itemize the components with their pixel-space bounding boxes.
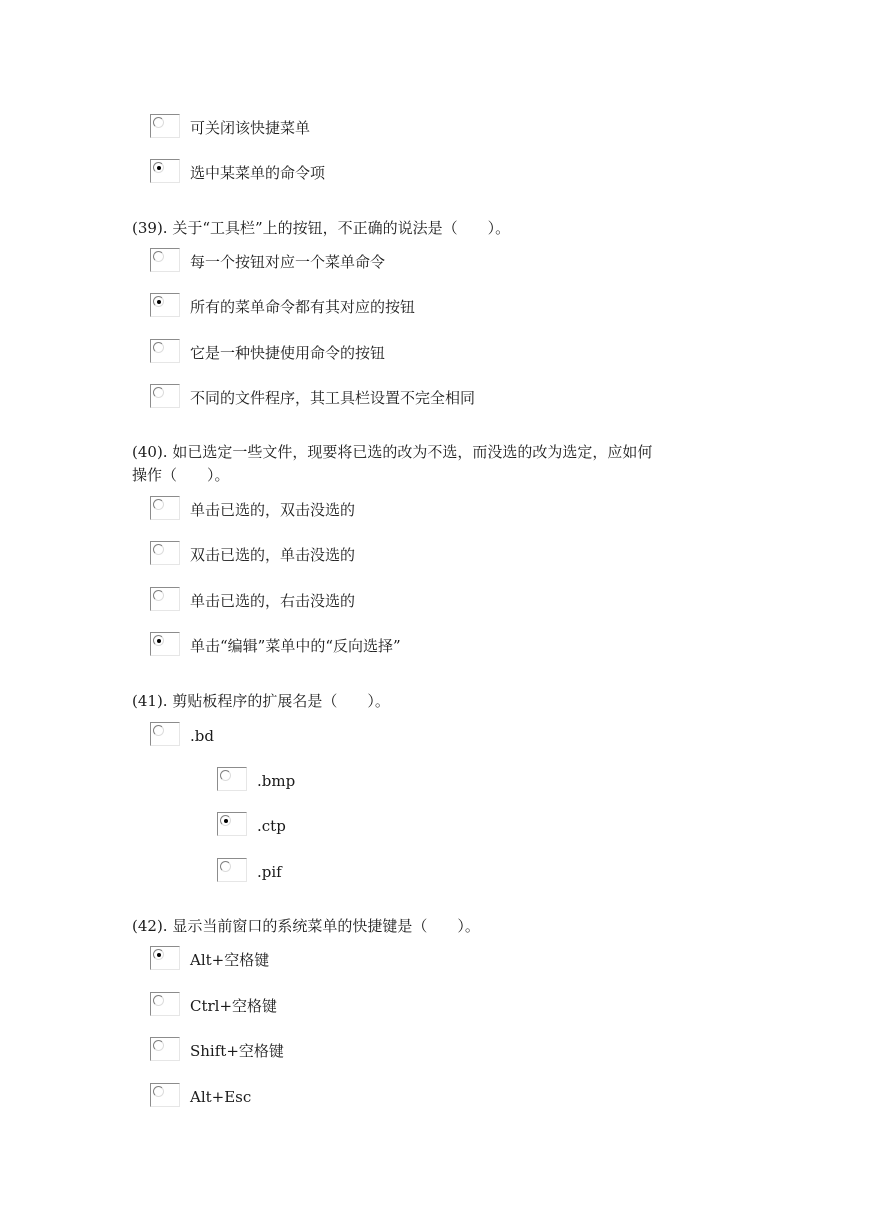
radio-frame (150, 632, 180, 656)
radio-frame (150, 384, 180, 408)
radio-button[interactable] (153, 635, 164, 646)
option-label: 它是一种快捷使用命令的按钮 (190, 344, 386, 362)
radio-frame (150, 587, 180, 611)
radio-button[interactable] (153, 387, 164, 398)
option-label: Ctrl+空格键 (190, 997, 278, 1015)
option-label: .ctp (257, 817, 286, 835)
radio-frame (150, 1083, 180, 1107)
radio-button[interactable] (153, 995, 164, 1006)
radio-button[interactable] (153, 117, 164, 128)
question-41-text: (41). 剪贴板程序的扩展名是（ ）。 (132, 692, 390, 710)
question-42-text: (42). 显示当前窗口的系统菜单的快捷键是（ ）。 (132, 917, 480, 935)
radio-frame (217, 858, 247, 882)
radio-frame (150, 293, 180, 317)
option-label: 双击已选的，单击没选的 (190, 546, 356, 564)
radio-button[interactable] (220, 770, 231, 781)
radio-button[interactable] (153, 590, 164, 601)
option-label: .bd (190, 727, 214, 745)
radio-frame (217, 767, 247, 791)
question-40-text-line2: 操作（ ）。 (132, 466, 230, 484)
radio-frame (150, 992, 180, 1016)
radio-button[interactable] (153, 251, 164, 262)
radio-button[interactable] (153, 499, 164, 510)
radio-button[interactable] (153, 544, 164, 555)
radio-button[interactable] (153, 162, 164, 173)
radio-button[interactable] (153, 725, 164, 736)
radio-frame (150, 722, 180, 746)
radio-frame (150, 339, 180, 363)
radio-button[interactable] (220, 815, 231, 826)
radio-frame (150, 159, 180, 183)
radio-button[interactable] (153, 949, 164, 960)
radio-button[interactable] (220, 861, 231, 872)
radio-frame (150, 541, 180, 565)
radio-frame (150, 946, 180, 970)
radio-frame (150, 496, 180, 520)
radio-frame (150, 1037, 180, 1061)
radio-frame (150, 114, 180, 138)
question-39-text: (39). 关于“工具栏”上的按钮，不正确的说法是（ ）。 (132, 219, 511, 237)
radio-frame (150, 248, 180, 272)
option-label: Alt+Esc (190, 1088, 252, 1106)
option-label: 可关闭该快捷菜单 (190, 119, 311, 137)
option-label: 所有的菜单命令都有其对应的按钮 (190, 298, 416, 316)
option-label: Shift+空格键 (190, 1042, 284, 1060)
radio-button[interactable] (153, 1086, 164, 1097)
option-label: 单击“编辑”菜单中的“反向选择” (190, 637, 401, 655)
option-label: .bmp (257, 772, 296, 790)
radio-button[interactable] (153, 342, 164, 353)
option-label: 单击已选的，双击没选的 (190, 501, 356, 519)
option-label: 单击已选的，右击没选的 (190, 592, 356, 610)
option-label: 选中某菜单的命令项 (190, 164, 326, 182)
option-label: Alt+空格键 (190, 951, 270, 969)
option-label: 不同的文件程序，其工具栏设置不完全相同 (190, 389, 476, 407)
option-label: 每一个按钮对应一个菜单命令 (190, 253, 386, 271)
radio-frame (217, 812, 247, 836)
radio-button[interactable] (153, 1040, 164, 1051)
option-label: .pif (257, 863, 282, 881)
radio-button[interactable] (153, 296, 164, 307)
question-40-text-line1: (40). 如已选定一些文件，现要将已选的改为不选，而没选的改为选定，应如何 (132, 443, 653, 461)
